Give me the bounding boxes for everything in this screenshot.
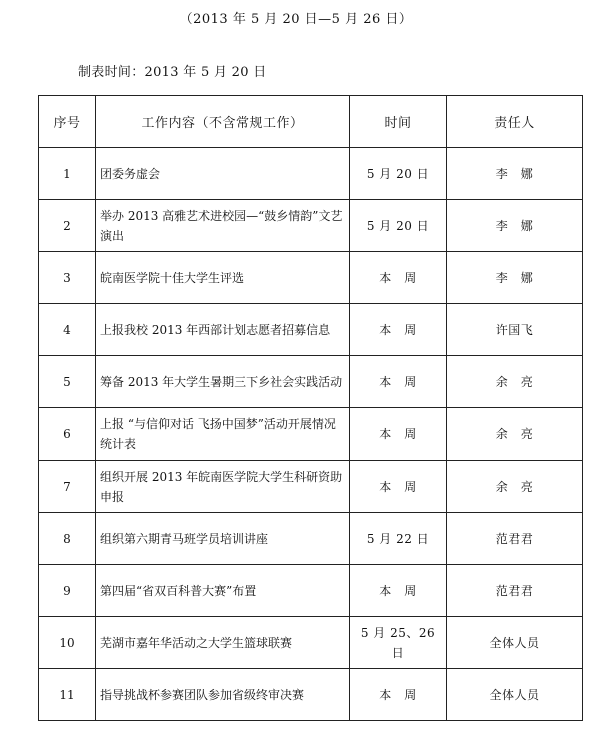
table-row — [39, 200, 583, 252]
row-owner: 李 娜 — [447, 200, 583, 252]
row-number: 9 — [39, 565, 96, 617]
row-owner: 全体人员 — [447, 669, 583, 721]
row-time: 本 周 — [350, 304, 447, 356]
row-content: 组织第六期青马班学员培训讲座 — [96, 513, 350, 565]
column-header-time: 时间 — [350, 96, 447, 148]
row-content: 上报我校 2013 年西部计划志愿者招募信息 — [96, 304, 350, 356]
row-number: 10 — [39, 617, 96, 669]
row-content: 团委务虚会 — [96, 148, 350, 200]
row-content: 筹备 2013 年大学生暑期三下乡社会实践活动 — [96, 356, 350, 408]
row-time: 5 月 22 日 — [350, 513, 447, 565]
row-time: 本 周 — [350, 408, 447, 461]
row-owner: 余 亮 — [447, 461, 583, 513]
table-header-row — [39, 96, 583, 148]
row-owner: 范君君 — [447, 565, 583, 617]
table-row — [39, 148, 583, 200]
row-number: 11 — [39, 669, 96, 721]
row-content: 指导挑战杯参赛团队参加省级终审决赛 — [96, 669, 350, 721]
table-row — [39, 669, 583, 721]
row-time: 5 月 20 日 — [350, 148, 447, 200]
row-number: 7 — [39, 461, 96, 513]
made-time: 制表时间：2013 年 5 月 20 日 — [78, 65, 267, 80]
table-row — [39, 565, 583, 617]
row-number: 4 — [39, 304, 96, 356]
table-row — [39, 513, 583, 565]
row-owner: 李 娜 — [447, 252, 583, 304]
column-header-no: 序号 — [39, 96, 96, 148]
row-content: 举办 2013 高雅艺术进校园—“鼓乡情韵”文艺演出 — [96, 200, 350, 252]
column-header-owner: 责任人 — [447, 96, 583, 148]
row-time: 本 周 — [350, 461, 447, 513]
row-owner: 范君君 — [447, 513, 583, 565]
row-owner: 余 亮 — [447, 356, 583, 408]
row-time: 本 周 — [350, 565, 447, 617]
row-time: 本 周 — [350, 252, 447, 304]
row-content: 组织开展 2013 年皖南医学院大学生科研资助申报 — [96, 461, 350, 513]
table-row — [39, 356, 583, 408]
table-row — [39, 252, 583, 304]
work-schedule-table — [38, 95, 583, 721]
row-time: 5 月 25、26 日 — [350, 617, 447, 669]
row-owner: 许国飞 — [447, 304, 583, 356]
row-content: 上报 “与信仰对话 飞扬中国梦”活动开展情况统计表 — [96, 408, 350, 461]
table-row — [39, 304, 583, 356]
row-number: 8 — [39, 513, 96, 565]
row-owner: 余 亮 — [447, 408, 583, 461]
table-row — [39, 408, 583, 461]
column-header-content: 工作内容（不含常规工作） — [96, 96, 350, 148]
table-row — [39, 617, 583, 669]
row-content: 皖南医学院十佳大学生评选 — [96, 252, 350, 304]
row-time: 本 周 — [350, 669, 447, 721]
row-number: 5 — [39, 356, 96, 408]
row-number: 3 — [39, 252, 96, 304]
row-number: 6 — [39, 408, 96, 461]
row-time: 5 月 20 日 — [350, 200, 447, 252]
row-content: 芜湖市嘉年华活动之大学生篮球联赛 — [96, 617, 350, 669]
date-range: （2013 年 5 月 20 日—5 月 26 日） — [179, 12, 413, 27]
row-number: 2 — [39, 200, 96, 252]
row-number: 1 — [39, 148, 96, 200]
row-content: 第四届“省双百科普大赛”布置 — [96, 565, 350, 617]
table-row — [39, 461, 583, 513]
row-time: 本 周 — [350, 356, 447, 408]
row-owner: 李 娜 — [447, 148, 583, 200]
row-owner: 全体人员 — [447, 617, 583, 669]
